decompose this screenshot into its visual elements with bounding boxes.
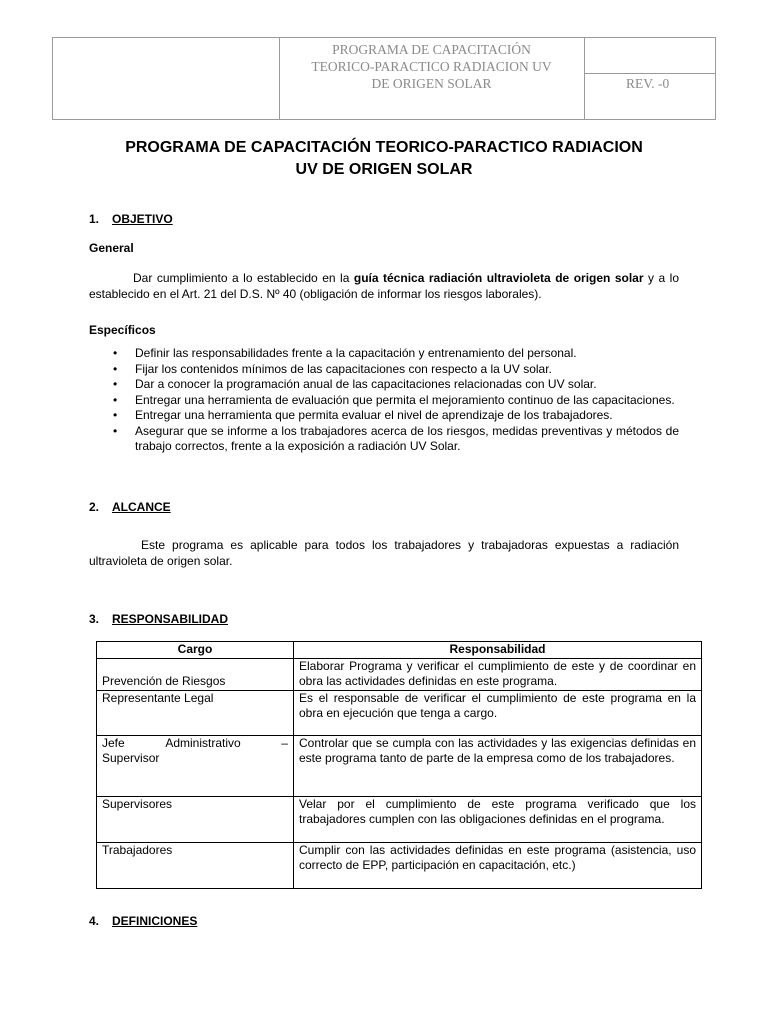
header-revision-cell — [584, 38, 716, 119]
section-objetivo-heading — [89, 212, 173, 226]
page-title-line: PROGRAMA DE CAPACITACIÓN TEORICO-PARACTICO RADIACION — [125, 139, 643, 156]
list-item — [89, 362, 679, 378]
list-item — [89, 346, 679, 362]
cargo-cell: Trabajadores — [97, 842, 294, 888]
general-paragraph — [89, 270, 679, 302]
general-text-bold: guía técnica radiación ultravioleta de origen solar — [353, 271, 644, 285]
section-label: RESPONSABILIDAD — [112, 612, 229, 626]
header-revision-top — [585, 38, 716, 74]
list-item-text: Definir las responsabilidades frente a la capacitación y entrenamiento del personal. — [135, 346, 577, 360]
cargo-cell: Prevención de Riesgos — [97, 658, 294, 690]
section-number: 1. — [89, 212, 100, 226]
list-item-text: Fijar los contenidos mínimos de las capacitaciones con respecto a la UV solar. — [135, 361, 552, 376]
list-item-text: Entregar una herramienta de evaluación que permita el mejoramiento continuo de las capacitaciones. — [135, 392, 675, 407]
cargo-cell: Supervisores — [97, 796, 294, 842]
list-item-text: Entregar una herramienta que permita evaluar el nivel de aprendizaje de los trabajadores. — [135, 408, 613, 422]
section-label: ALCANCE — [112, 500, 171, 514]
cargo-word: – — [281, 735, 288, 750]
list-item — [89, 424, 679, 455]
responsabilidad-cell: Es el responsable de verificar el cumplimiento de este programa en la obra en ejecución que tenga a cargo. — [294, 690, 702, 735]
table-row — [97, 658, 702, 690]
document-header — [52, 37, 716, 120]
column-header-cargo: Cargo — [97, 642, 294, 659]
table-row — [97, 796, 702, 842]
header-title-line: DE ORIGEN SOLAR — [371, 76, 492, 91]
section-number: 3. — [89, 612, 100, 626]
section-responsabilidad-heading — [89, 612, 228, 626]
header-logo-cell — [53, 38, 280, 119]
header-title-line: PROGRAMA DE CAPACITACIÓN — [332, 42, 531, 57]
cargo-cell: Representante Legal — [97, 690, 294, 735]
table-row — [97, 735, 702, 796]
header-title-cell — [280, 38, 583, 119]
table-row — [97, 842, 702, 888]
general-text-post: y a lo establecido en el Art. 21 del D.S. Nº 40 (obligación de informar los riesgos laborales). — [89, 271, 680, 301]
bullet-icon: • — [113, 377, 118, 391]
revision-label: REV. -0 — [626, 76, 670, 91]
responsabilidad-cell: Velar por el cumplimiento de este programa verificado que los trabajadores cumplen con las obligaciones definidas en el programa. — [294, 796, 702, 842]
list-item — [89, 393, 679, 409]
list-item — [89, 377, 679, 393]
table-row — [97, 690, 702, 735]
responsabilidad-cell: Controlar que se cumpla con las actividades y las exigencias definidas en este programa tanto de parte de la empresa como de los trabajadores. — [294, 735, 702, 796]
responsabilidad-cell: Cumplir con las actividades definidas en este programa (asistencia, uso correcto de EPP, participación en capacitación, etc.) — [294, 842, 702, 888]
section-number: 4. — [89, 914, 100, 928]
cargo-justified-line — [102, 736, 288, 752]
list-item-text: Dar a conocer la programación anual de las capacitaciones relacionadas con UV solar. — [135, 377, 597, 391]
page-title — [60, 137, 708, 181]
table-header-row — [97, 642, 702, 659]
bullet-icon: • — [113, 346, 118, 360]
list-item-text: Asegurar que se informe a los trabajadores acerca de los riesgos, medidas preventivas y métodos de trabajo correctos, frente a la exposición a radiación UV Solar. — [135, 423, 679, 453]
cargo-word: Administrativo — [165, 735, 241, 750]
list-item — [89, 408, 679, 424]
especificos-list — [89, 346, 679, 455]
cargo-word: Supervisor — [102, 751, 160, 765]
section-label: DEFINICIONES — [112, 914, 198, 928]
cargo-word: Jefe — [102, 735, 125, 750]
section-label: OBJETIVO — [112, 212, 173, 226]
bullet-icon: • — [113, 408, 118, 422]
page-title-line: UV DE ORIGEN SOLAR — [295, 161, 473, 178]
bullet-icon: • — [113, 392, 118, 407]
general-text-pre: Dar cumplimiento a lo establecido en la — [133, 271, 354, 285]
responsibility-table — [96, 641, 702, 889]
especificos-heading: Específicos — [89, 323, 156, 337]
bullet-icon: • — [113, 361, 118, 376]
section-definiciones-heading — [89, 914, 197, 928]
column-header-responsabilidad: Responsabilidad — [294, 642, 702, 659]
responsabilidad-cell: Elaborar Programa y verificar el cumplimiento de este y de coordinar en obra las actividades definidas en este programa. — [294, 658, 702, 690]
cargo-cell — [97, 735, 294, 796]
alcance-paragraph: Este programa es aplicable para todos los trabajadores y trabajadoras expuestas a radiación ultravioleta de origen solar. — [89, 538, 679, 568]
section-number: 2. — [89, 500, 100, 514]
general-heading: General — [89, 241, 134, 255]
header-title-line: TEORICO-PARACTICO RADIACION UV — [311, 59, 552, 74]
section-alcance-heading — [89, 500, 171, 514]
bullet-icon: • — [113, 423, 118, 438]
